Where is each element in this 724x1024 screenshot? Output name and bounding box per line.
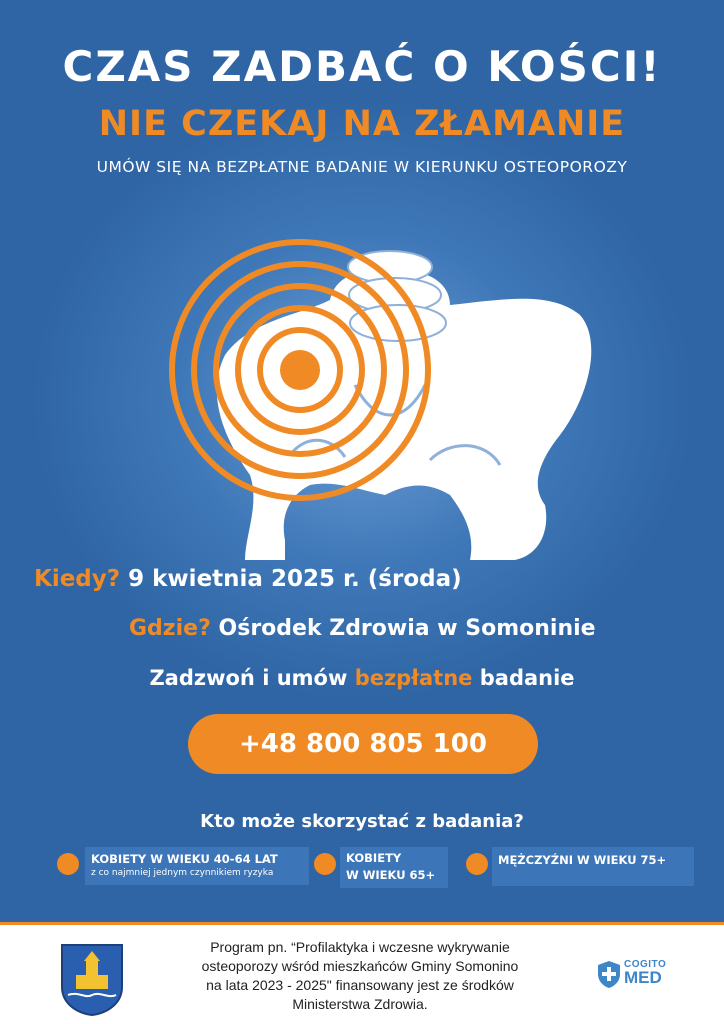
program-line: osteoporozy wśród mieszkańców Gminy Somonino [201, 958, 519, 974]
when-label: Kiedy? [34, 566, 121, 592]
eligibility-label-line2: W WIEKU 65+ [346, 868, 436, 882]
bullet-dot-icon [57, 853, 79, 875]
eligibility-item-women-65 [340, 847, 448, 888]
pelvis-illustration [120, 195, 600, 565]
program-line: Ministerstwa Zdrowia. [292, 996, 428, 1012]
program-info [190, 938, 530, 1014]
bullet-dot-icon [314, 853, 336, 875]
footer [0, 922, 724, 1024]
eligibility-label: KOBIETY W WIEKU 40-64 LAT [91, 852, 278, 866]
eligibility-item-women-40-64 [85, 847, 309, 885]
event-location [129, 616, 596, 641]
call-highlight: bezpłatne [354, 666, 473, 690]
eligibility-label-line1: KOBIETY [346, 851, 402, 865]
eligibility-question: Kto może skorzystać z badania? [200, 811, 524, 832]
cogito-med-logo-icon [596, 959, 622, 989]
logo-text-top: COGITO [624, 959, 667, 970]
event-date [34, 566, 462, 592]
headline: CZAS ZADBAĆ O KOŚCI! [62, 42, 662, 91]
cogito-med-logo [596, 957, 686, 997]
where-value: Ośrodek Zdrowia w Somoninie [218, 616, 596, 641]
eligibility-note: z co najmniej jednym czynnikiem ryzyka [91, 868, 274, 878]
logo-text-bottom: MED [624, 968, 662, 987]
where-label: Gdzie? [129, 616, 211, 641]
program-line: na lata 2023 - 2025" finansowany jest ze środków [206, 977, 514, 993]
phone-number-button[interactable]: +48 800 805 100 [188, 714, 538, 774]
subheadline: NIE CZEKAJ NA ZŁAMANIE [98, 104, 626, 144]
tagline: UMÓW SIĘ NA BEZPŁATNE BADANIE W KIERUNKU OSTEOPOROZY [96, 158, 628, 176]
when-value: 9 kwietnia 2025 r. (środa) [128, 566, 462, 592]
call-text-2: badanie [479, 666, 575, 690]
eligibility-item-men-75 [492, 847, 694, 886]
call-to-action [0, 666, 724, 690]
municipality-crest-icon [60, 943, 124, 1017]
eligibility-label: MĘŻCZYŹNI W WIEKU 75+ [498, 853, 667, 867]
program-line: Program pn. “Profilaktyka i wczesne wykrywanie [210, 939, 510, 955]
call-text-1: Zadzwoń i umów [149, 666, 348, 690]
bullet-dot-icon [466, 853, 488, 875]
